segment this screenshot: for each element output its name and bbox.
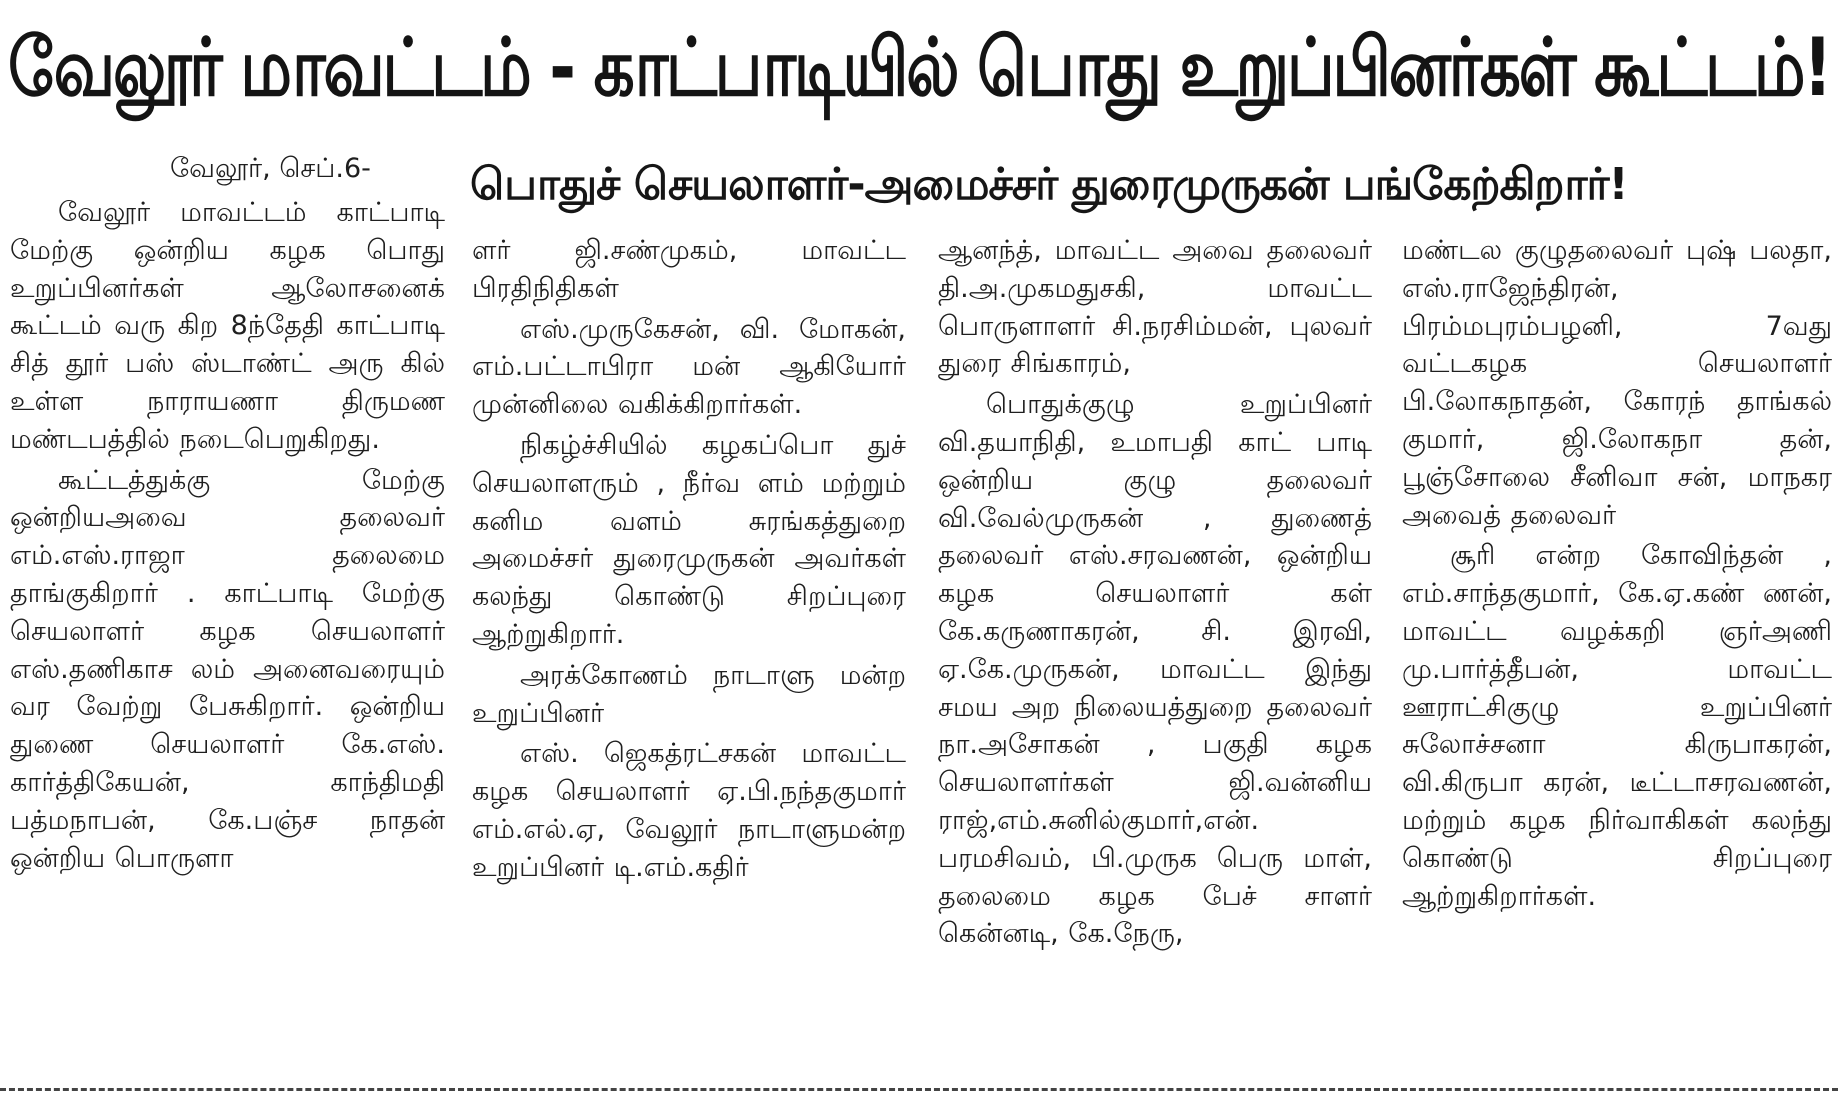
article-column-3 (938, 232, 1372, 1084)
paragraph: அரக்கோணம் நாடாளு மன்ற உறுப்பினர் (472, 659, 906, 729)
paragraph: வேலூர் மாவட்டம் காட்பாடி மேற்கு ஒன்றிய கழக பொது உறுப்பினர்கள் ஆலோசனைக் கூட்டம் வரு கிற 8ந்தேதி காட்பாடி சித் தூர் பஸ் ஸ்டாண்ட் அரு கில் உள்ள நாராயணா திருமண மண்டபத்தில் நடைபெறுகிறது. (10, 197, 445, 455)
article-column-4 (1402, 232, 1832, 1084)
paragraph: எஸ்.முருகேசன், வி. மோகன், எம்.பட்டாபிரா மன் ஆகியோர் முன்னிலை வகிக்கிறார்கள். (472, 313, 906, 421)
paragraph: நிகழ்ச்சியில் கழகப்பொ துச் செயலாளரும் , நீர்வ ளம் மற்றும் கனிம வளம் சுரங்கத்துறை அமைச்சர் துரைமுருகன் அவர்கள் கலந்து கொண்டு சிறப்புரை ஆற்றுகிறார். (472, 429, 906, 650)
paragraph: ஆனந்த், மாவட்ட அவை தலைவர் தி.அ.முகமதுசகி, மாவட்ட பொருளாளர் சி.நரசிம்மன், புலவர் துரை சிங்காரம், (938, 235, 1372, 380)
paragraph: கூட்டத்துக்கு மேற்கு ஒன்றியஅவை தலைவர் எம்.எஸ்.ராஜா தலைமை தாங்குகிறார் . காட்பாடி மேற்கு செயலாளர் கழக செயலாளர் எஸ்.தணிகாச லம் அனைவரையும் வர வேற்று பேசுகிறார். ஒன்றிய துணை செயலாளர் கே.எஸ். கார்த்திகேயன், காந்திமதி பத்மநாபன், கே.பஞ்ச நாதன் ஒன்றிய பொருளா (10, 464, 445, 874)
article-column-1 (10, 194, 445, 1084)
bottom-dashed-rule (0, 1088, 1838, 1091)
paragraph: சூரி என்ற கோவிந்தன் , எம்.சாந்தகுமார், கே.ஏ.கண் ணன், மாவட்ட வழக்கறி ஞர்அணி மு.பார்த்தீபன், மாவட்ட ஊராட்சிகுழு உறுப்பினர் சுலோச்சனா கிருபாகரன், வி.கிருபா கரன், டீட்டாசரவணன், மற்றும் கழக நிர்வாகிகள் கலந்து கொண்டு சிறப்புரை ஆற்றுகிறார்கள். (1402, 540, 1832, 912)
article-column-2 (472, 232, 906, 1084)
paragraph: பொதுக்குழு உறுப்பினர் வி.தயாநிதி, உமாபதி காட் பாடி ஒன்றிய குழு தலைவர் வி.வேல்முருகன் , துணைத் தலைவர் எஸ்.சரவணன், ஒன்றிய கழக செயலாளர் கள் கே.கருணாகரன், சி. இரவி, ஏ.கே.முருகன், மாவட்ட இந்து சமய அற நிலையத்துறை தலைவர் நா.அசோகன் , பகுதி கழக செயலாளர்கள் ஜி.வன்னிய ராஜ்,எம்.சுனில்குமார்,என். பரமசிவம், பி.முருக பெரு மாள், தலைமை கழக பேச் சாளர் கென்னடி, கே.நேரு, (938, 389, 1372, 950)
paragraph: மண்டல குழுதலைவர் புஷ் பலதா, எஸ்.ராஜேந்திரன், பிரம்மபுரம்பழனி, 7வது வட்டகழக செயலாளர் பி.லோகநாதன், கோரந் தாங்கல் குமார், ஜி.லோகநா தன், பூஞ்சோலை சீனிவா சன், மாநகர அவைத் தலைவர் (1402, 235, 1832, 531)
subheadline: பொதுச் செயலாளர்-அமைச்சர் துரைமுருகன் பங்கேற்கிறார்! (470, 159, 1628, 210)
paragraph: எஸ். ஜெகத்ரட்சகன் மாவட்ட கழக செயலாளர் ஏ.பி.நந்தகுமார் எம்.எல்.ஏ, வேலூர் நாடாளுமன்ற உறுப்பினர் டி.எம்.கதிர் (472, 738, 906, 883)
paragraph: ளர் ஜி.சண்முகம், மாவட்ட பிரதிநிதிகள் (472, 235, 906, 304)
headline: வேலூர் மாவட்டம் - காட்பாடியில் பொது உறுப்பினர்கள் கூட்டம்! (8, 21, 1831, 114)
dateline: வேலூர், செப்.6- (170, 153, 371, 184)
